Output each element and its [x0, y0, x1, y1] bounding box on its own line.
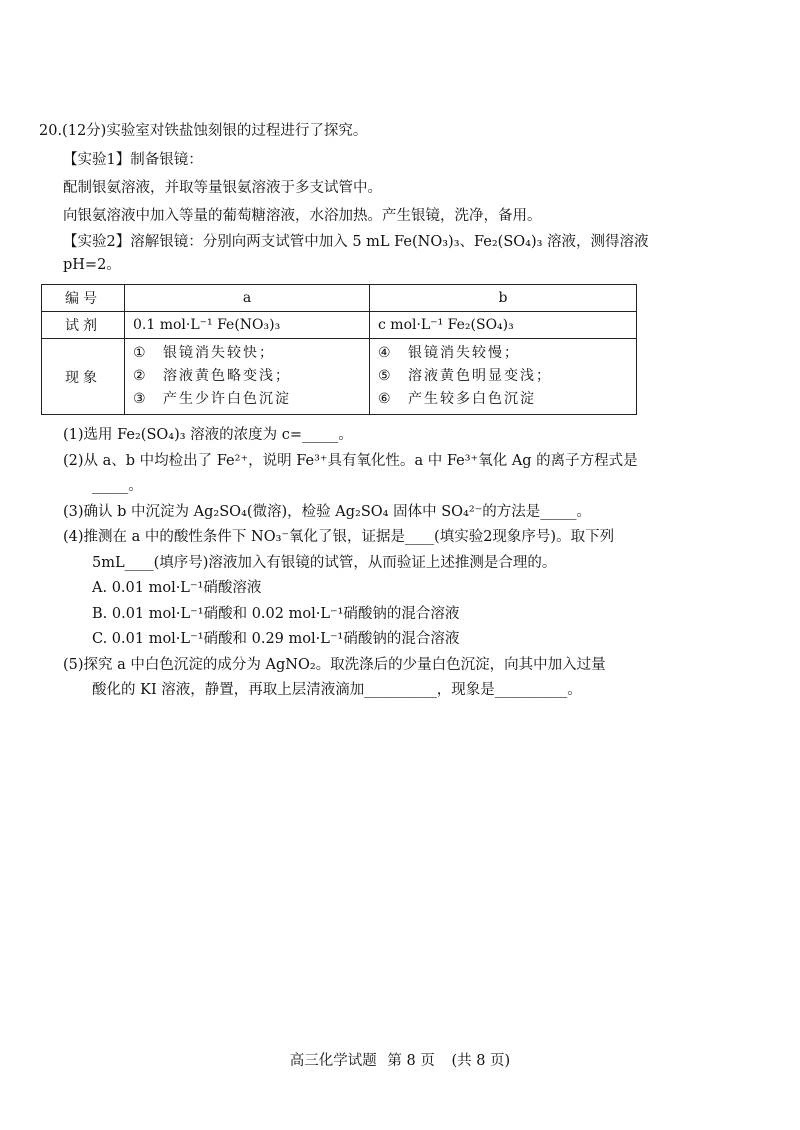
phenomena-label: 现象 — [42, 339, 125, 415]
list-item: ③ 产生少许白色沉淀 — [133, 391, 291, 407]
experiment1-heading: 【实验1】制备银镜： — [63, 152, 203, 168]
option-a: A. 0.01 mol·L⁻¹硝酸溶液 — [92, 580, 262, 596]
reagent-label: 试剂 — [42, 312, 125, 339]
list-item: ⑤ 溶液黄色明显变浅； — [378, 368, 552, 384]
table-row — [42, 339, 637, 415]
subquestion-3: (3)确认 b 中沉淀为 Ag₂SO₄(微溶)，检验 Ag₂SO₄ 固体中 SO₄²⁻的方法是_____。 — [63, 504, 592, 520]
subquestion-1: (1)选用 Fe₂(SO₄)₃ 溶液的浓度为 c=_____。 — [63, 427, 353, 443]
experiment2-text: 【实验2】溶解银镜：分别向两支试管中加入 5 mL Fe(NO₃)₃、Fe₂(SO₄)₃ 溶液，测得溶液 — [63, 234, 649, 250]
footer-subject: 高三化学试题 — [289, 1053, 377, 1069]
footer-total: (共 8 页) — [451, 1053, 511, 1069]
list-item: ⑥ 产生较多白色沉淀 — [378, 391, 536, 407]
experiment2-text-cont: pH=2。 — [63, 257, 121, 273]
reagent-a: 0.1 mol·L⁻¹ Fe(NO₃)₃ — [125, 312, 370, 339]
list-item: ② 溶液黄色略变浅； — [133, 368, 291, 384]
experiment-table — [41, 284, 637, 415]
list-item: ① 银镜消失较快； — [133, 345, 275, 361]
reagent-b: c mol·L⁻¹ Fe₂(SO₄)₃ — [370, 312, 637, 339]
subquestion-5: (5)探究 a 中白色沉淀的成分为 AgNO₂。取洗涤后的少量白色沉淀，向其中加入过量 — [63, 657, 606, 673]
column-b-header: b — [370, 285, 637, 312]
experiment1-step1: 配制银氨溶液，并取等量银氨溶液于多支试管中。 — [63, 180, 382, 196]
option-b: B. 0.01 mol·L⁻¹硝酸和 0.02 mol·L⁻¹硝酸钠的混合溶液 — [92, 606, 460, 622]
subquestion-5-cont: 酸化的 KI 溶液，静置，再取上层清液滴加__________，现象是__________。 — [92, 682, 582, 698]
experiment1-step2: 向银氨溶液中加入等量的葡萄糖溶液，水浴加热。产生银镜，洗净，备用。 — [63, 208, 542, 224]
option-c: C. 0.01 mol·L⁻¹硝酸和 0.29 mol·L⁻¹硝酸钠的混合溶液 — [92, 631, 460, 647]
header-label: 编号 — [42, 285, 125, 312]
phenomena-a — [125, 339, 370, 415]
table-row — [42, 285, 637, 312]
subquestion-2-cont: _____。 — [92, 478, 143, 494]
subquestion-4: (4)推测在 a 中的酸性条件下 NO₃⁻氧化了银，证据是____(填实验2现象序号)。取下列 — [63, 529, 615, 545]
subquestion-2: (2)从 a、b 中均检出了 Fe²⁺，说明 Fe³⁺具有氧化性。a 中 Fe³⁺氧化 Ag 的离子方程式是 — [63, 453, 638, 469]
page-footer — [0, 1049, 800, 1070]
footer-page: 第 8 页 — [387, 1053, 435, 1069]
question-title: 20.(12分)实验室对铁盐蚀刻银的过程进行了探究。 — [39, 123, 368, 139]
table-row — [42, 312, 637, 339]
phenomena-b — [370, 339, 637, 415]
column-a-header: a — [125, 285, 370, 312]
list-item: ④ 银镜消失较慢； — [378, 345, 520, 361]
subquestion-4-cont: 5mL____(填序号)溶液加入有银镜的试管，从而验证上述推测是合理的。 — [92, 555, 557, 571]
